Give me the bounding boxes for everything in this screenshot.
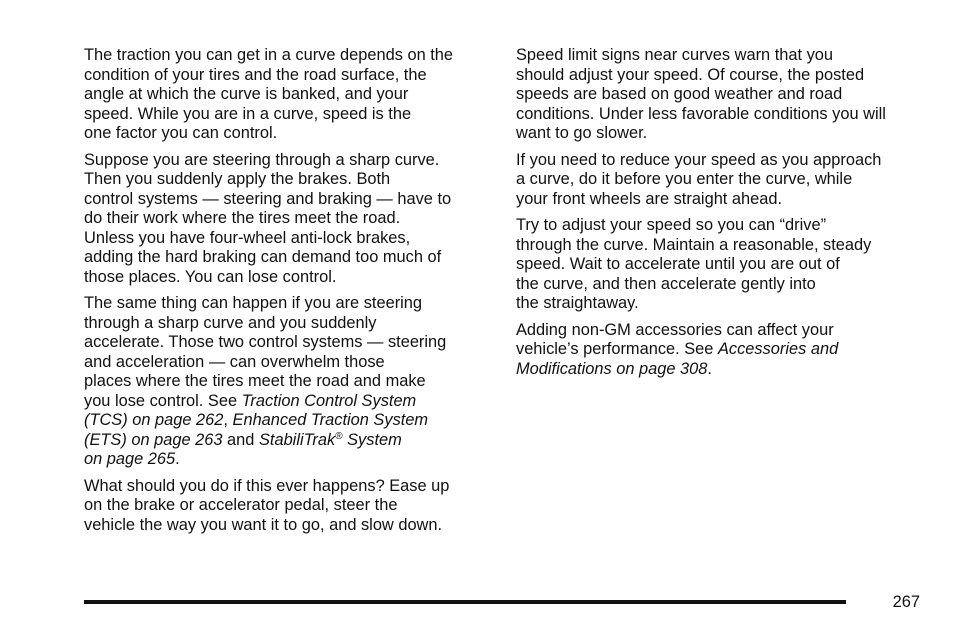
accessories-reference: Accessories and xyxy=(717,340,839,358)
page-number: 267 xyxy=(892,593,920,611)
registered-trademark-symbol: ® xyxy=(335,430,343,442)
text-line: conditions. Under less favorable conditions you will xyxy=(516,104,886,123)
paragraph-non-gm-accessories xyxy=(516,321,926,380)
accessories-page-reference: Modifications on page 308 xyxy=(516,359,708,378)
stabilitrak-page-reference: on page 265 xyxy=(84,450,176,468)
enhanced-traction-system-page-reference: (ETS) on page 263 xyxy=(84,430,223,449)
text-line: through the curve. Maintain a reasonable, steady xyxy=(516,235,872,254)
text-line: What should you do if this ever happens? Ease up xyxy=(84,476,450,495)
text-line: speed. While you are in a curve, speed is the xyxy=(84,104,412,123)
text-line: Speed limit signs near curves warn that you xyxy=(516,46,834,64)
text-line: through a sharp curve and you suddenly xyxy=(84,313,377,332)
text-line: do their work where the tires meet the road. xyxy=(84,209,401,227)
text-line: a curve, do it before you enter the curve, while xyxy=(516,170,853,188)
enhanced-traction-system-reference: Enhanced Traction System xyxy=(232,411,429,429)
text-line xyxy=(84,431,494,451)
stabilitrak-reference: StabiliTrak xyxy=(258,430,336,449)
paragraph-traction-curve xyxy=(84,46,494,144)
text-fragment: . xyxy=(707,359,712,378)
text-line: Suppose you are steering through a sharp curve. xyxy=(84,150,440,169)
text-line: vehicle the way you want it to go, and slow down. xyxy=(84,515,443,534)
paragraph-braking-curve xyxy=(84,151,494,288)
left-column xyxy=(84,46,494,542)
paragraph-drive-through-curve xyxy=(516,216,926,314)
text-line xyxy=(84,392,494,412)
text-line: one factor you can control. xyxy=(84,124,278,142)
text-line xyxy=(516,360,926,380)
text-line xyxy=(84,411,494,431)
text-line: Unless you have four-wheel anti-lock brakes, xyxy=(84,228,411,247)
traction-control-system-reference: Traction Control System xyxy=(241,391,417,410)
paragraph-reduce-speed xyxy=(516,151,926,210)
text-line: Then you suddenly apply the brakes. Both xyxy=(84,170,391,188)
paragraph-what-to-do xyxy=(84,477,494,536)
right-column xyxy=(516,46,926,386)
paragraph-speed-limit-signs xyxy=(516,46,926,144)
paragraph-acceleration-curve xyxy=(84,294,494,470)
text-line: accelerate. Those two control systems — steering xyxy=(84,333,447,351)
text-line: speeds are based on good weather and road xyxy=(516,85,843,103)
text-fragment: , xyxy=(223,411,233,429)
text-line: and acceleration — can overwhelm those xyxy=(84,352,385,371)
text-line: speed. Wait to accelerate until you are out of xyxy=(516,255,840,273)
text-fragment: . xyxy=(175,450,180,468)
text-line: want to go slower. xyxy=(516,124,648,142)
footer-rule xyxy=(84,600,846,604)
traction-control-system-page-reference: (TCS) on page 262 xyxy=(84,411,224,429)
text-line: adding the hard braking can demand too much of xyxy=(84,248,442,266)
text-line: the curve, and then accelerate gently into xyxy=(516,274,816,293)
text-line: control systems — steering and braking — have to xyxy=(84,189,452,208)
text-line xyxy=(516,340,926,360)
text-line: If you need to reduce your speed as you approach xyxy=(516,150,882,169)
text-line: those places. You can lose control. xyxy=(84,267,337,286)
text-fragment: you lose control. See xyxy=(84,391,242,410)
text-line: angle at which the curve is banked, and your xyxy=(84,85,409,103)
text-line: your front wheels are straight ahead. xyxy=(516,189,783,208)
text-line: on the brake or accelerator pedal, steer the xyxy=(84,496,398,514)
text-line: condition of your tires and the road surface, the xyxy=(84,65,427,84)
text-line xyxy=(84,450,494,470)
text-line: the straightaway. xyxy=(516,294,639,312)
text-fragment: vehicle’s performance. See xyxy=(516,340,718,358)
text-line: places where the tires meet the road and make xyxy=(84,372,426,390)
text-line: should adjust your speed. Of course, the posted xyxy=(516,65,865,84)
text-line: Try to adjust your speed so you can “drive” xyxy=(516,216,827,234)
text-line: The same thing can happen if you are steering xyxy=(84,294,423,312)
text-line: Adding non-GM accessories can affect your xyxy=(516,320,834,339)
stabilitrak-system-reference: System xyxy=(342,430,402,449)
text-line: The traction you can get in a curve depends on the xyxy=(84,46,454,64)
text-fragment: and xyxy=(222,430,259,449)
